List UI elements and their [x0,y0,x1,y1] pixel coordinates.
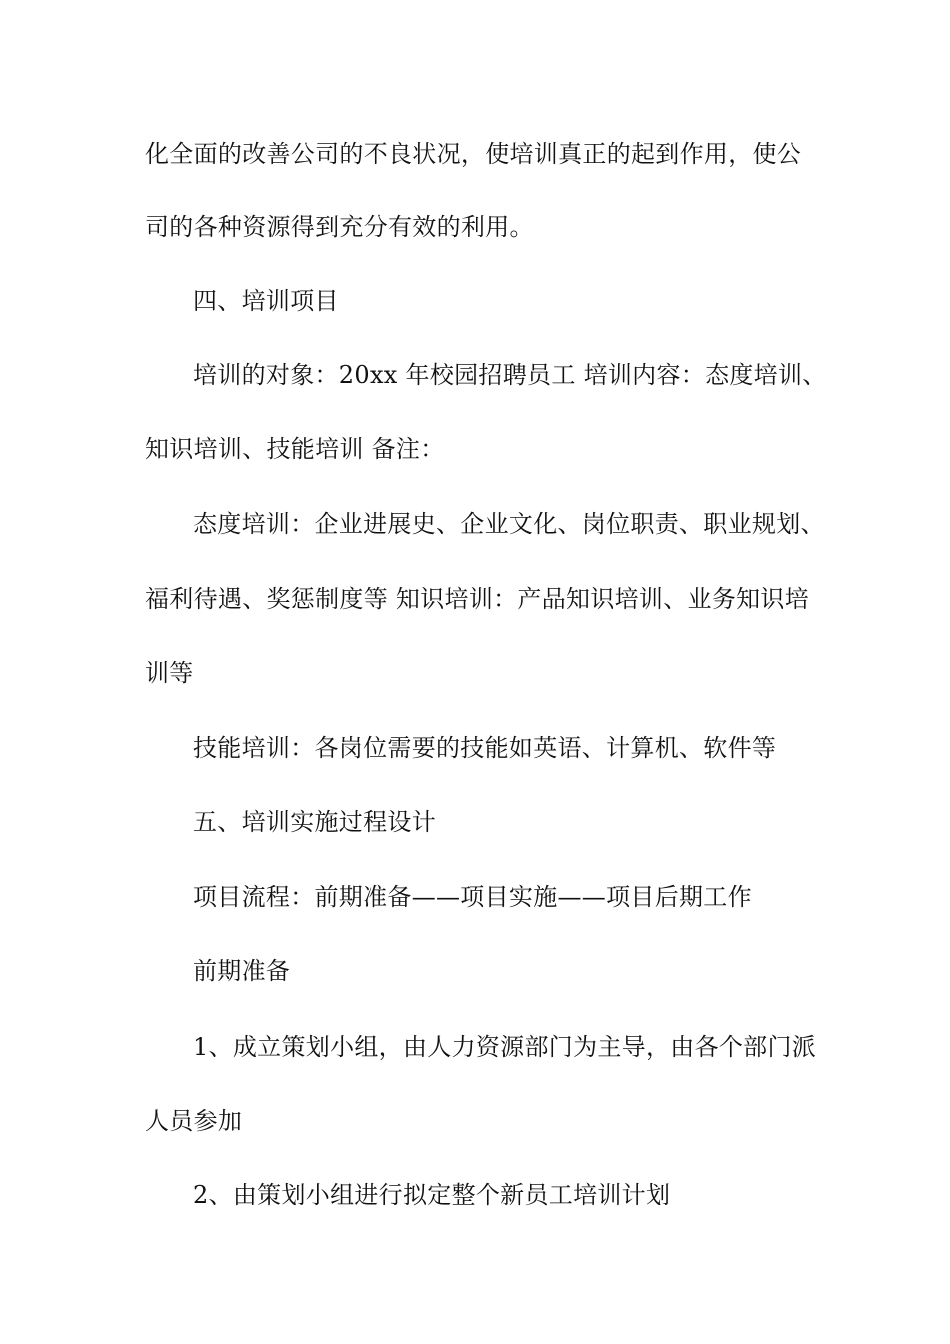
text-line: 项目流程：前期准备——项目实施——项目后期工作 [193,883,752,911]
text-line: 态度培训：企业进展史、企业文化、岗位职责、职业规划、 [193,510,825,538]
text-line: 知识培训、技能培训 备注： [145,435,445,463]
section-heading: 四、培训项目 [193,287,339,315]
text-line: 福利待遇、奖惩制度等 知识培训：产品知识培训、业务知识培 [145,585,810,613]
text-line: 人员参加 [145,1107,243,1135]
text-line: 2、由策划小组进行拟定整个新员工培训计划 [193,1181,671,1209]
text-line: 化全面的改善公司的不良状况，使培训真正的起到作用，使公 [145,140,802,168]
text-line: 1、成立策划小组，由人力资源部门为主导，由各个部门派 [193,1033,817,1061]
subsection-heading: 前期准备 [193,957,291,985]
text-line: 技能培训：各岗位需要的技能如英语、计算机、软件等 [193,734,777,762]
text-line: 训等 [145,659,194,687]
section-heading: 五、培训实施过程设计 [193,808,436,836]
text-line: 培训的对象：20xx 年校园招聘员工 培训内容：态度培训、 [193,361,827,389]
text-line: 司的各种资源得到充分有效的利用。 [145,213,534,241]
